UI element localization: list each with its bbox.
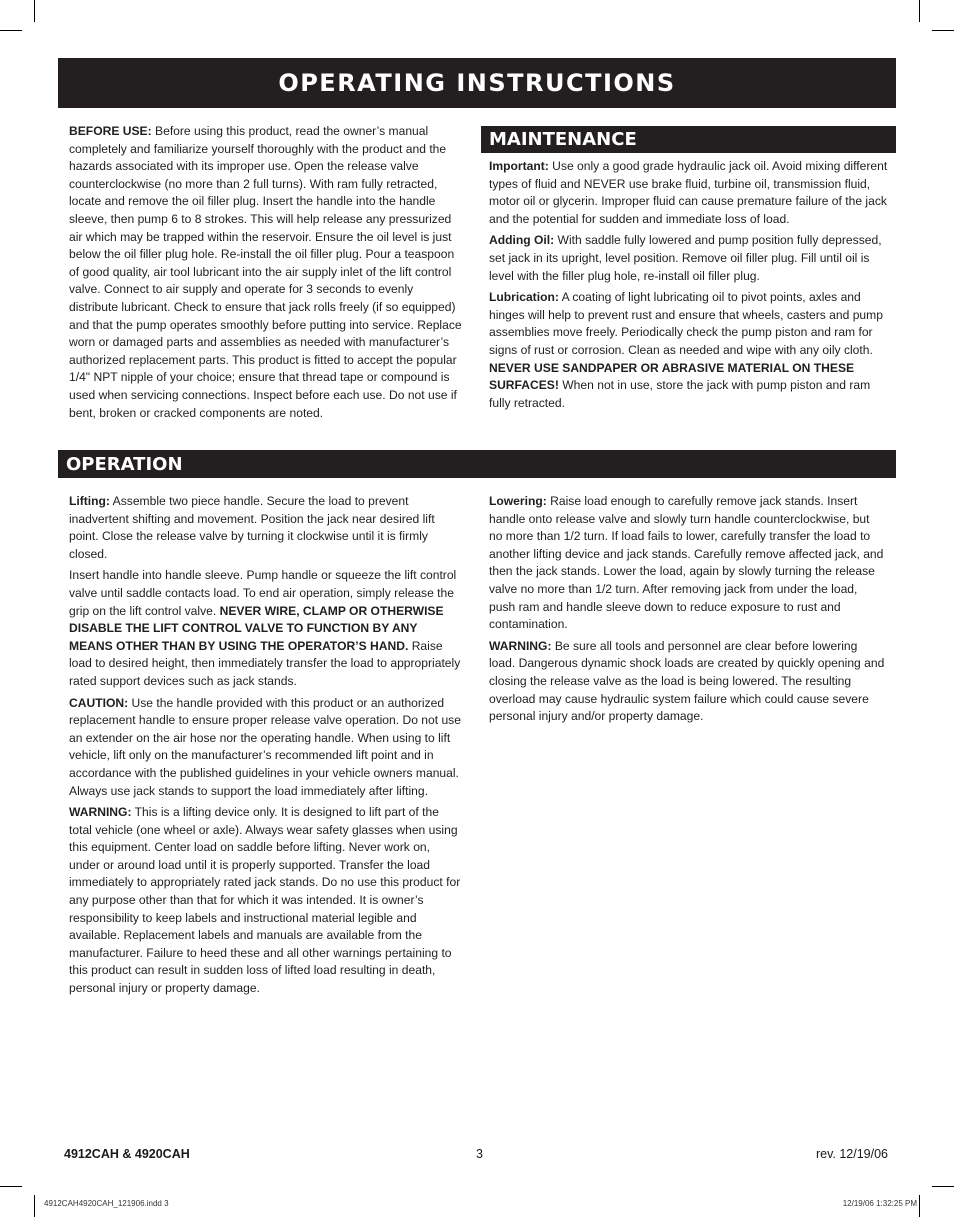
adding-oil-paragraph bbox=[489, 232, 889, 285]
crop-mark bbox=[919, 1195, 920, 1217]
crop-mark bbox=[919, 0, 920, 22]
lifting-lead: Lifting: bbox=[69, 494, 110, 508]
operation-title: OPERATION bbox=[66, 453, 183, 475]
footer-model: 4912CAH & 4920CAH bbox=[64, 1147, 190, 1161]
lubrication-lead: Lubrication: bbox=[489, 290, 559, 305]
maintenance-header bbox=[481, 126, 896, 153]
lubrication-warning: NEVER USE SANDPAPER OR ABRASIVE MATERIAL ON THESE SURFACES! bbox=[489, 360, 855, 393]
before-use-paragraph bbox=[69, 123, 463, 422]
lowering-paragraph bbox=[489, 493, 885, 634]
crop-mark bbox=[932, 30, 954, 31]
adding-oil-text: With saddle fully lowered and pump position fully depressed, set jack in its upright, level position. Remove oil filler plug. Fill until oil is level with the filler plug hole, re-install oil filler plug. bbox=[489, 233, 882, 283]
caution-lead: CAUTION: bbox=[69, 695, 129, 710]
warning-lead: WARNING: bbox=[69, 805, 132, 820]
lowering-text: Raise load enough to carefully remove jack stands. Insert handle onto release valve and slowly turn handle counterclockwise, but no more than 1/2 turn. If load fails to lower, carefully transfer the load to another lifting device and jack stands. Carefully remove affected jack, and then the jack stands. Lower the load, again by slowly turning the release valve no more than 1/2 turn. After removing jack from under the load, push ram and handle sleeve down to reduce exposure to rust and contamination. bbox=[489, 494, 884, 632]
crop-mark bbox=[34, 1195, 35, 1217]
lowering-warning-text: Be sure all tools and personnel are clear before lowering load. Dangerous dynamic shock loads are created by quickly opening and closing the release valve as the load is being lowered. The resulting overload may cause hydraulic system failure which could cause severe personal injury and/or property damage. bbox=[489, 638, 885, 724]
lubrication-paragraph bbox=[489, 289, 889, 412]
lubrication-tail: When not in use, store the jack with pump piston and ram fully retracted. bbox=[489, 378, 871, 410]
lubrication-text: A coating of light lubricating oil to pivot points, axles and hinges will help to prevent rust and ensure that wheels, casters and pump assemblies move freely. Periodically check the pump piston and ram for signs of rust or corrosion. Clean as needed and wipe with any oily cloth. bbox=[489, 290, 883, 357]
warning-text: This is a lifting device only. It is designed to lift part of the total vehicle (one wheel or axle). Always wear safety glasses when using this equipment. Center load on saddle before lifting. Never work on, under or around load until it is properly supported. Transfer the load immediately to appropriately rated jack stands. Do no use this product for any purpose other than that for which it was intended. It is owner’s responsibility to keep labels and instructional material legible and available. Replacement labels and manuals are available from the manufacturer. Failure to heed these and all other warnings pertaining to this product can result in sudden loss of lifted load resulting in death, personal injury or property damage. bbox=[69, 805, 461, 996]
operation-left-column bbox=[69, 493, 463, 1002]
footer-revision: rev. 12/19/06 bbox=[815, 1147, 888, 1161]
before-use-section bbox=[69, 123, 463, 426]
insert-text: Insert handle into handle sleeve. Pump handle or squeeze the lift control valve until saddle contacts load. To end air operation, simply release the grip on the lift control valve. bbox=[69, 568, 457, 618]
slug-filename: 4912CAH4920CAH_121906.indd 3 bbox=[44, 1199, 169, 1208]
adding-oil-lead: Adding Oil: bbox=[489, 233, 555, 248]
lifting-text: Assemble two piece handle. Secure the load to prevent inadvertent shifting and movement. Position the jack near desired lift point. Close the release valve by turning it clockwise until it is firmly closed. bbox=[69, 494, 435, 561]
caution-paragraph bbox=[69, 695, 463, 801]
crop-mark bbox=[932, 1186, 954, 1187]
maintenance-title: MAINTENANCE bbox=[489, 129, 637, 150]
insert-tail: Raise load to desired height, then immediately transfer the load to appropriately rated support devices such as jack stands. bbox=[69, 638, 461, 688]
operation-header bbox=[58, 450, 896, 478]
before-use-lead: BEFORE USE: bbox=[69, 124, 152, 138]
crop-mark bbox=[34, 0, 35, 22]
caution-text: Use the handle provided with this product or an authorized replacement handle to ensure proper release valve operation. Do not use an extender on the air hose nor the operating handle. When using to lift vehicle, lift only on the manufacturer’s recommended lift point and in accordance with the published guidelines in your vehicle owners manual. Always use jack stands to support the load immediately after lifting. bbox=[69, 695, 461, 798]
page-title: OPERATING INSTRUCTIONS bbox=[278, 69, 676, 97]
maintenance-section bbox=[489, 158, 889, 416]
crop-mark bbox=[0, 1186, 22, 1187]
important-text: Use only a good grade hydraulic jack oil. Avoid mixing different types of fluid and NEVER use brake fluid, turbine oil, transmission fluid, motor oil or glycerin. Improper fluid can cause premature failure of the jack and the potential for sudden and immediate loss of load. bbox=[489, 159, 888, 226]
lowering-warning-paragraph bbox=[489, 638, 885, 726]
before-use-text: Before using this product, read the owner’s manual completely and familiarize yourself thoroughly with the product and the hazards associated with its improper use. Open the release valve counterclockwise (no more than 2 full turns). With ram fully retracted, locate and remove the oil filler plug. Insert the handle into the handle sleeve, then pump 6 to 8 strokes. This will help release any pressurized air which may be trapped within the reservoir. Ensure the oil level is just below the oil filler plug hole. Re-install the oil filler plug. Pour a teaspoon of good quality, air tool lubricant into the air supply inlet of the lift control valve. Connect to air supply and operate for 3 seconds to evenly distribute lubricant. Check to ensure that jack rolls freely (if so equipped) and that the pump operates smoothly before putting into service. Replace worn or damaged parts and assemblies as needed with manufacturer’s authorized replacement parts. This product is fitted to accept the popular 1/4" NPT nipple of your choice; ensure that thread tape or compound is used when servicing connections. Inspect before each use. Do not use if bent, broken or cracked components are noted. bbox=[69, 124, 462, 420]
footer-page-number: 3 bbox=[476, 1147, 483, 1161]
warning-paragraph bbox=[69, 804, 463, 998]
important-lead: Important: bbox=[489, 159, 549, 173]
lifting-paragraph bbox=[69, 493, 463, 563]
lowering-warning-lead: WARNING: bbox=[489, 638, 552, 653]
important-paragraph bbox=[489, 158, 889, 228]
insert-warning: NEVER WIRE, CLAMP OR OTHERWISE DISABLE THE LIFT CONTROL VALVE TO FUNCTION BY ANY MEANS OTHER THAN BY USING THE OPERATOR’S HAND. bbox=[69, 603, 444, 653]
insert-handle-paragraph bbox=[69, 567, 463, 690]
crop-mark bbox=[0, 30, 22, 31]
page-title-bar bbox=[58, 58, 896, 108]
operation-right-column bbox=[489, 493, 885, 730]
slug-timestamp: 12/19/06 1:32:25 PM bbox=[842, 1199, 917, 1208]
lowering-lead: Lowering: bbox=[489, 494, 547, 508]
